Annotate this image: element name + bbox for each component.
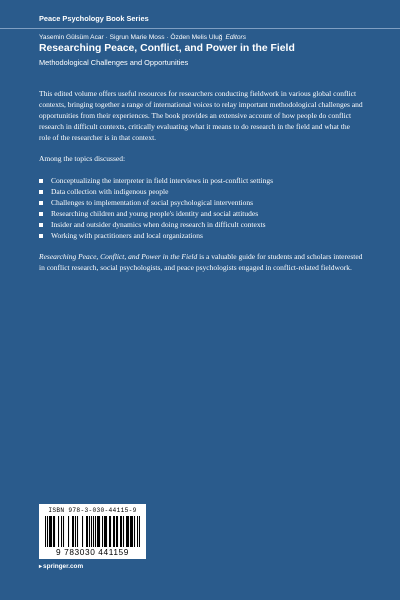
header-divider bbox=[0, 28, 400, 29]
blurb bbox=[39, 88, 363, 283]
topic-item bbox=[39, 186, 363, 197]
closing-paragraph bbox=[39, 251, 363, 273]
bullet-icon bbox=[39, 212, 43, 216]
topic-item bbox=[39, 175, 363, 186]
topic-item bbox=[39, 230, 363, 241]
publisher-link[interactable] bbox=[39, 563, 83, 570]
bullet-icon bbox=[39, 201, 43, 205]
book-subtitle: Methodological Challenges and Opportunities bbox=[39, 58, 189, 67]
topic-item bbox=[39, 197, 363, 208]
closing-book-title: Researching Peace, Conflict, and Power in the Field bbox=[39, 252, 198, 262]
editors-names: Yasemin Gülsüm Acar · Sigrun Marie Moss · Özden Melis Uluğ bbox=[39, 34, 223, 41]
barcode-digits: 9 783030 441159 bbox=[56, 547, 129, 557]
bullet-icon bbox=[39, 234, 43, 238]
topics-heading: Among the topics discussed: bbox=[39, 154, 126, 164]
series-name: Peace Psychology Book Series bbox=[39, 14, 149, 23]
barcode-box bbox=[39, 504, 146, 559]
topic-text: Insider and outsider dynamics when doing research in difficult contexts bbox=[51, 219, 266, 229]
bullet-icon bbox=[39, 190, 43, 194]
header-band bbox=[0, 0, 400, 82]
topic-text: Challenges to implementation of social psychological interventions bbox=[51, 197, 254, 207]
bullet-icon bbox=[39, 223, 43, 227]
topic-item bbox=[39, 219, 363, 230]
editors-line bbox=[39, 34, 246, 41]
topic-text: Data collection with indigenous people bbox=[51, 186, 169, 196]
topics-list bbox=[39, 175, 363, 242]
isbn-label: ISBN 978-3-030-44115-9 bbox=[48, 507, 137, 514]
topic-text: Researching children and young people's identity and social attitudes bbox=[51, 208, 259, 218]
book-title: Researching Peace, Conflict, and Power in the Field bbox=[39, 43, 295, 54]
closing-text: is a valuable guide for students and scholars interested in conflict research, social psychologists, and peace psychologists engaged in conflict-related fieldwork. bbox=[39, 252, 363, 273]
topic-text: Conceptualizing the interpreter in field interviews in post-conflict settings bbox=[51, 175, 274, 185]
publisher-site: springer.com bbox=[43, 563, 84, 570]
arrow-icon: ▸ bbox=[39, 564, 43, 570]
topic-item bbox=[39, 208, 363, 219]
intro-paragraph: This edited volume offers useful resources for researchers conducting fieldwork in various global conflict contexts, bringing together a range of international voices to relay important methodological challenges and opportunities from their experiences. The book provides an extensive account of how people do conflict research in difficult contexts, critically evaluating what it means to do research in the field and what the role of the researcher is in that context. bbox=[39, 89, 363, 143]
bullet-icon bbox=[39, 179, 43, 183]
editors-role: Editors bbox=[225, 34, 246, 41]
barcode-icon bbox=[45, 516, 140, 547]
topic-text: Working with practitioners and local organizations bbox=[51, 231, 203, 241]
